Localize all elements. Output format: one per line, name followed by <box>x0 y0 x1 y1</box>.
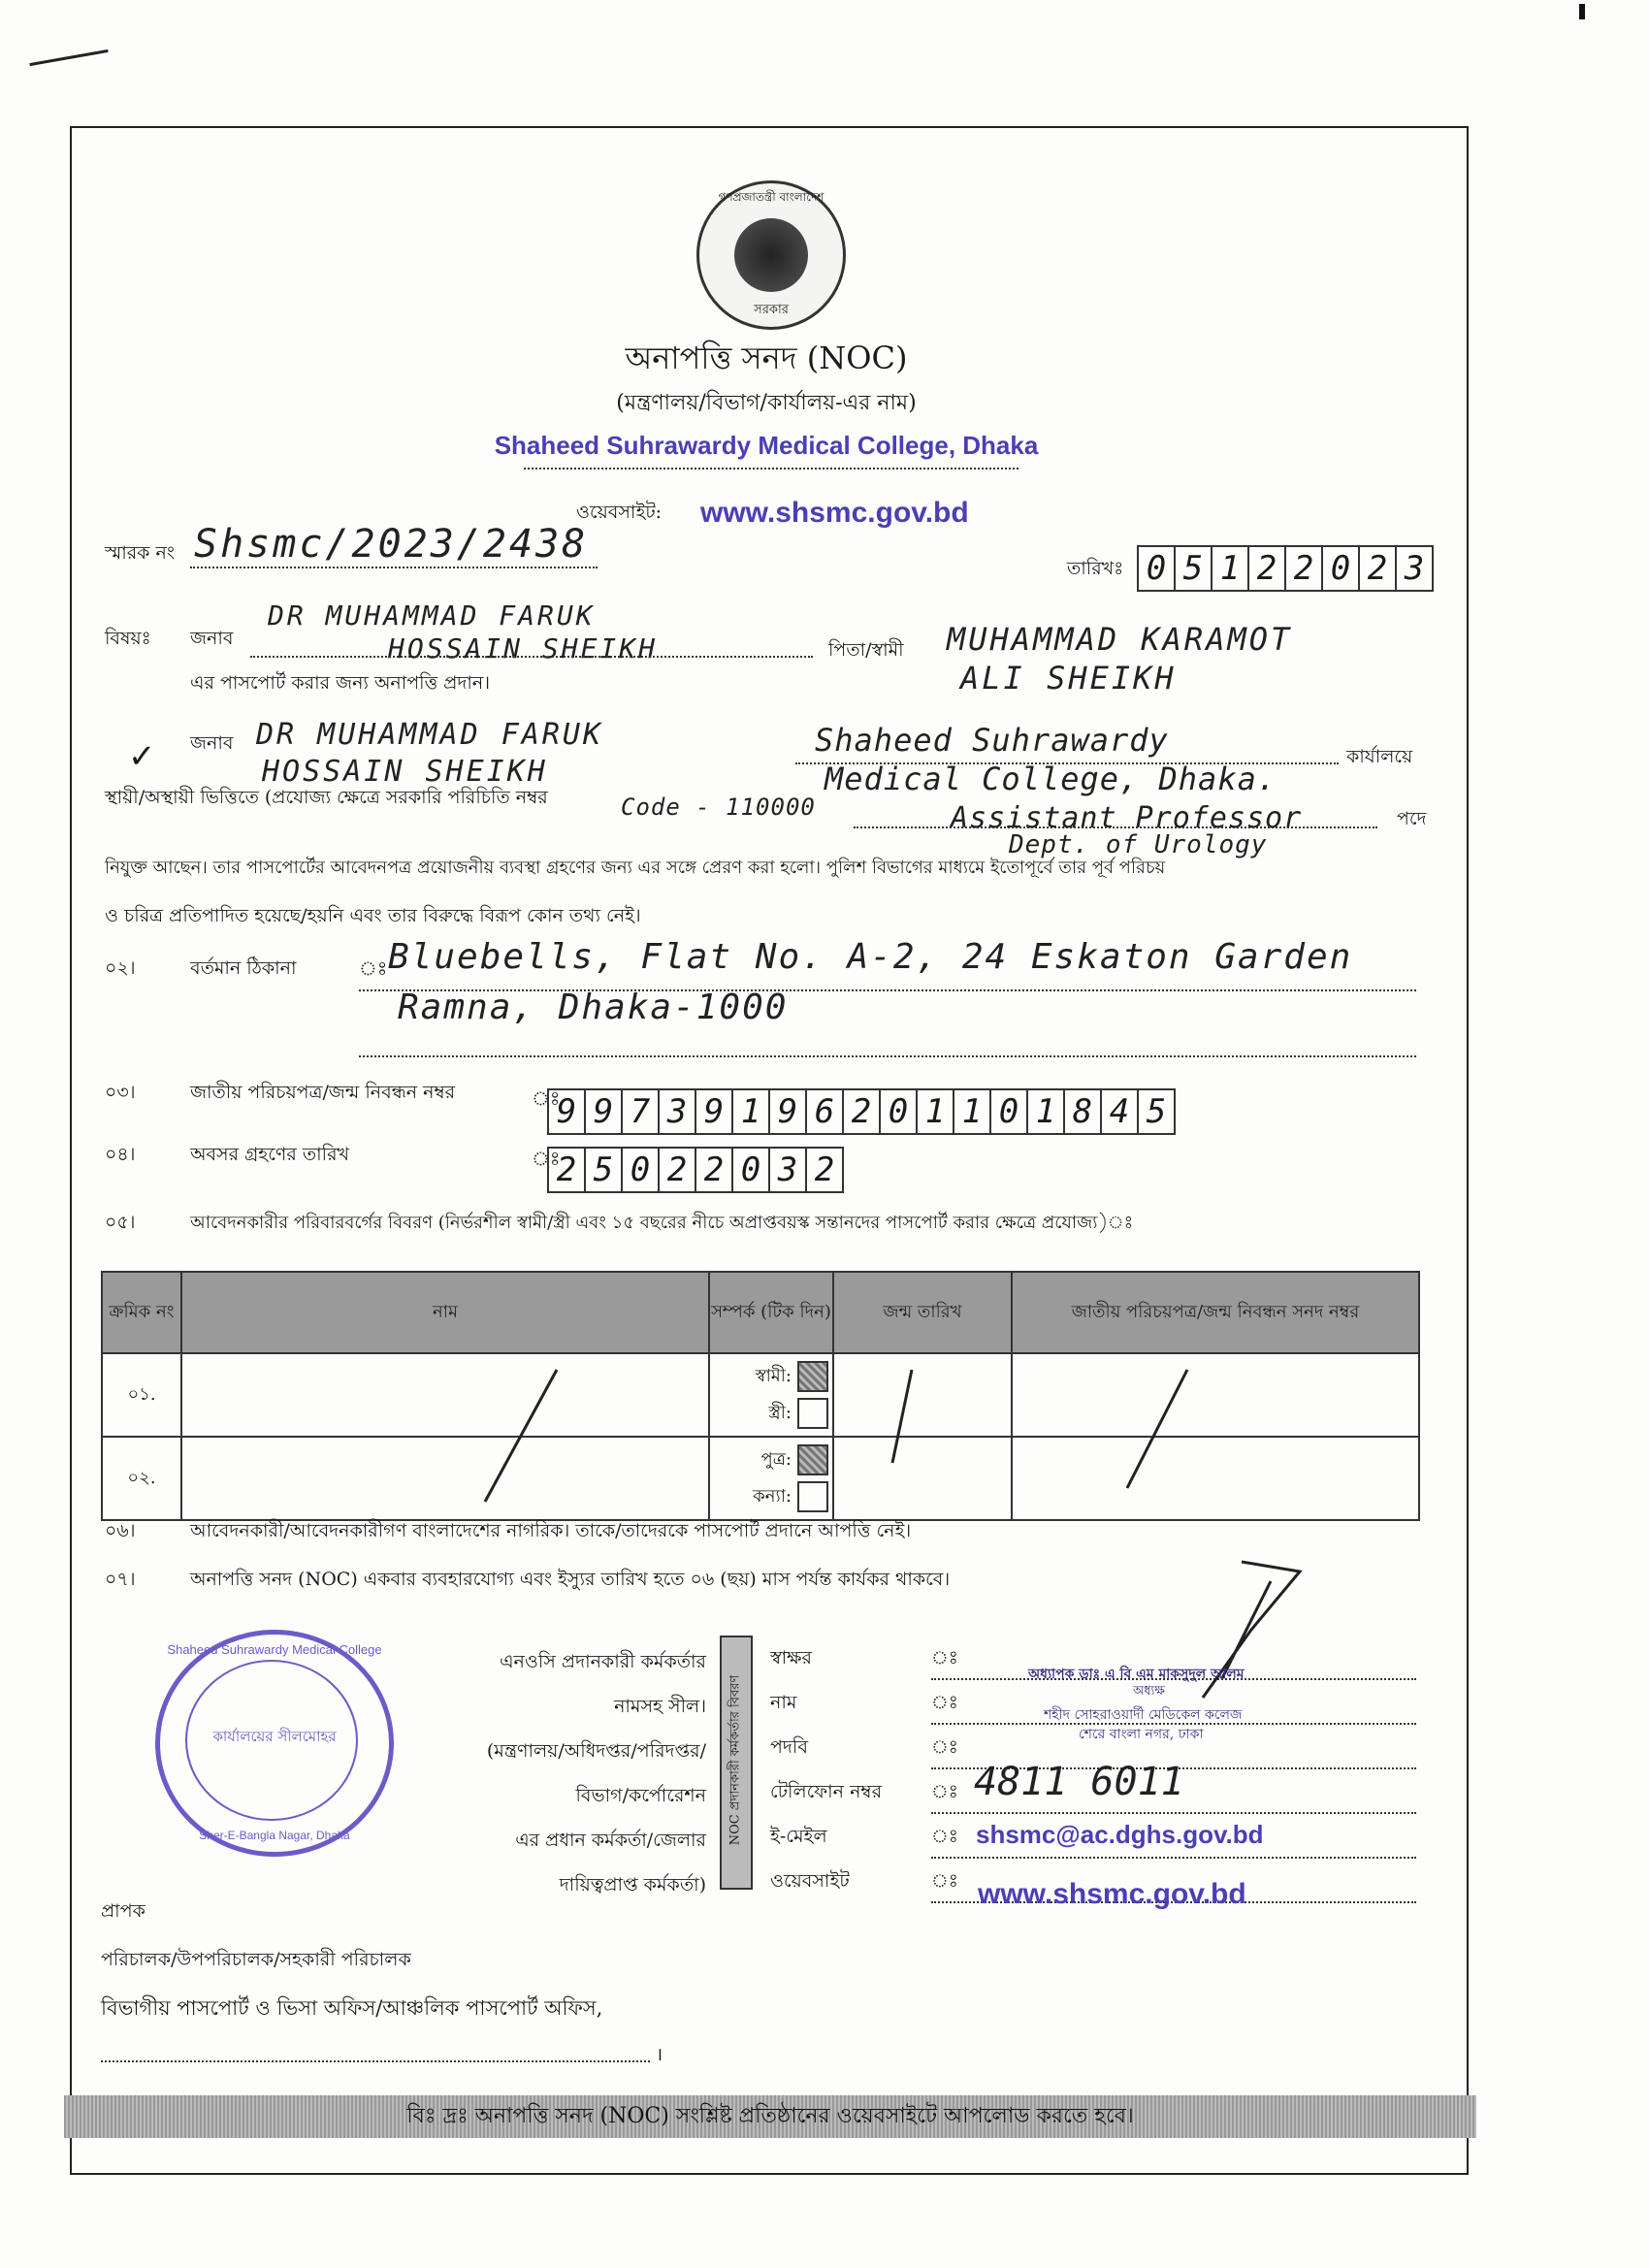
signatory-left-line: এর প্রধান কর্মকর্তা/জেলার <box>515 1830 706 1851</box>
date-digit: 3 <box>1395 545 1434 592</box>
signatory-field-label: নাম <box>770 1692 797 1713</box>
signatory-field-dotline: ঃ <box>931 1814 1416 1859</box>
office-line1: Shaheed Suhrawardy <box>815 722 1169 759</box>
recipient-line1: পরিচালক/উপপরিচালক/সহকারী পরিচালক <box>101 1949 411 1970</box>
item-06-number: ০৬। <box>105 1520 136 1541</box>
tick-mark: ✓ <box>128 737 156 776</box>
stamp-title: অধ্যক্ষ <box>1133 1684 1165 1699</box>
stamp-org: শহীদ সোহরাওয়ার্দী মেডিকেল কলেজ <box>1044 1707 1243 1723</box>
relation-daughter-label: কন্যা: <box>753 1486 792 1507</box>
designation-value: Assistant Professor <box>951 801 1303 835</box>
retire-date-digit: 3 <box>768 1147 807 1193</box>
signatory-field-label: পদবি <box>770 1736 808 1758</box>
item-05-number: ০৫। <box>105 1212 136 1233</box>
header-website: www.shsmc.gov.bd <box>700 497 969 529</box>
date-digit: 2 <box>1247 545 1286 592</box>
code-value: Code - 110000 <box>621 794 816 821</box>
retire-date-digit: 0 <box>731 1147 770 1193</box>
recipient-line3-end: । <box>656 2044 663 2065</box>
date-digit: 1 <box>1211 545 1249 592</box>
item-02-label: বর্তমান ঠিকানা <box>190 957 297 979</box>
subject-label: বিষয়ঃ <box>105 628 151 649</box>
signatory-left-block <box>407 1639 706 1907</box>
retire-date-digit: 5 <box>584 1147 623 1193</box>
memo-label: স্মারক নং <box>105 542 176 564</box>
emblem-text-top: গণপ্রজাতন্ত্রী বাংলাদেশ <box>718 190 824 204</box>
nid-digit: 9 <box>584 1088 623 1135</box>
header-serial: ক্রমিক নং <box>102 1272 181 1353</box>
signatory-field-label: টেলিফোন নম্বর <box>770 1781 883 1802</box>
relation-husband-label: স্বামী: <box>755 1366 792 1386</box>
signatory-field-dotline: ঃ <box>931 1725 1416 1769</box>
signatory-field-label: স্বাক্ষর <box>770 1647 812 1669</box>
date-digit: 2 <box>1284 545 1323 592</box>
body-janab: জনাব <box>190 732 234 754</box>
emblem-text-bottom: সরকার <box>754 303 789 317</box>
nid-digit: 9 <box>768 1088 807 1135</box>
father-line2: ALI SHEIKH <box>960 660 1177 697</box>
nid-digit: 1 <box>1026 1088 1065 1135</box>
subject-janab: জনাব <box>190 628 234 649</box>
body-paragraph-1: নিযুক্ত আছেন। তার পাসপোর্টের আবেদনপত্র প্রয়োজনীয় ব্যবস্থা গ্রহণের জন্য এর সঙ্গে প্রেরণ করা হলো। পুলিশ বিভাগের মাধ্যমে ইতোপূর্বে তার পূর্ব পরিচয় <box>105 858 1166 878</box>
subject-name-line2: HOSSAIN SHEIKH <box>388 632 659 664</box>
office-suffix: কার্যালয়ে <box>1346 746 1413 767</box>
nid-digit: 0 <box>879 1088 918 1135</box>
website-label: ওয়েবসাইট: <box>576 502 663 523</box>
seal-bottom-text: Sher-E-Bangla Nagar, Dhaka <box>199 1829 350 1842</box>
item-03-number: ০৩। <box>105 1082 136 1103</box>
signatory-left-line: দায়িত্বপ্রাপ্ত কর্মকর্তা) <box>559 1874 706 1895</box>
header-name: নাম <box>181 1272 709 1353</box>
subject-name-line1: DR MUHAMMAD FARUK <box>268 599 596 632</box>
nid-digit: 1 <box>731 1088 770 1135</box>
signatory-website: www.shsmc.gov.bd <box>978 1878 1246 1910</box>
body-name-line2: HOSSAIN SHEIKH <box>262 755 548 789</box>
nid-digit: 1 <box>916 1088 954 1135</box>
date-label: তারিখঃ <box>1067 558 1124 579</box>
body-name-line1: DR MUHAMMAD FARUK <box>256 718 604 752</box>
row-serial: ০১. <box>102 1353 181 1437</box>
signature-scribble <box>1183 1552 1339 1711</box>
signatory-field-dotline: ঃ <box>931 1859 1416 1903</box>
item-03-label: জাতীয় পরিচয়পত্র/জন্ম নিবন্ধন নম্বর <box>190 1082 456 1103</box>
phone-value: 4811 6011 <box>974 1760 1184 1804</box>
dept-value: Dept. of Urology <box>1009 830 1268 859</box>
nid-digit: 3 <box>658 1088 696 1135</box>
signatory-field-dotline: ঃ <box>931 1769 1416 1814</box>
header-relation: সম্পর্ক (টিক দিন) <box>709 1272 833 1353</box>
nid-digit: 6 <box>805 1088 844 1135</box>
nid-digit: 0 <box>989 1088 1028 1135</box>
signatory-left-line: বিভাগ/কর্পোরেশন <box>575 1785 706 1806</box>
nid-digit: 2 <box>842 1088 881 1135</box>
nid-digit: 1 <box>953 1088 991 1135</box>
permanent-text: স্থায়ী/অস্থায়ী ভিত্তিতে (প্রযোজ্য ক্ষেত্রে সরকারি পরিচিতি নম্বর <box>105 787 548 808</box>
nid-digit: 7 <box>621 1088 660 1135</box>
item-06-text: আবেদনকারী/আবেদনকারীগণ বাংলাদেশের নাগরিক। তাকে/তাদেরকে পাসপোর্ট প্রদানে আপত্তি নেই। <box>190 1520 912 1541</box>
item-04-number: ০৪। <box>105 1144 136 1165</box>
institution-name: Shaheed Suhrawardy Medical College, Dhaka <box>494 431 1039 460</box>
signatory-left-line: (মন্ত্রণালয়/অধিদপ্তর/পরিদপ্তর/ <box>486 1740 706 1762</box>
office-line2: Medical College, Dhaka. <box>824 761 1277 797</box>
father-line1: MUHAMMAD KARAMOT <box>947 621 1293 658</box>
item-04-label: অবসর গ্রহণের তারিখ <box>190 1144 350 1165</box>
recipient-line3 <box>101 2060 650 2062</box>
relation-wife-label: স্ত্রী: <box>768 1403 792 1423</box>
stamp-place: শেরে বাংলা নগর, ঢাকা <box>1079 1727 1204 1742</box>
recipient-label: প্রাপক <box>101 1900 146 1922</box>
nid-digit: 5 <box>1137 1088 1176 1135</box>
retire-date-digit: 2 <box>805 1147 844 1193</box>
header-dob: জন্ম তারিখ <box>833 1272 1012 1353</box>
strike-nid <box>1127 1370 1187 1488</box>
date-digit: 5 <box>1174 545 1212 592</box>
address-line1: Bluebells, Flat No. A-2, 24 Eskaton Garden <box>388 937 1353 977</box>
retire-date-digit: 2 <box>658 1147 696 1193</box>
signatory-left-line: নামসহ সীল। <box>614 1696 706 1717</box>
nid-digit: 4 <box>1100 1088 1139 1135</box>
signatory-field-label: ওয়েবসাইট <box>770 1870 850 1892</box>
signatory-left-line: এনওসি প্রদানকারী কর্মকর্তার <box>500 1651 706 1672</box>
recipient-line2: বিভাগীয় পাসপোর্ট ও ভিসা অফিস/আঞ্চলিক পাসপোর্ট অফিস, <box>101 1996 603 2020</box>
nid-digit: 8 <box>1063 1088 1102 1135</box>
seal-center-text: কার্যালয়ের সীলমোহর <box>212 1728 337 1745</box>
strike-dob <box>892 1370 912 1463</box>
signatory-field-label: ই-মেইল <box>770 1826 827 1847</box>
email-value: shsmc@ac.dghs.gov.bd <box>976 1820 1264 1849</box>
item-07-text: অনাপত্তি সনদ (NOC) একবার ব্যবহারযোগ্য এবং ইস্যুর তারিখ হতে ০৬ (ছয়) মাস পর্যন্ত কার্যকর থাকবে। <box>190 1569 951 1590</box>
strike-name <box>485 1370 557 1502</box>
address-line2: Ramna, Dhaka-1000 <box>398 988 789 1027</box>
signatory-vertical-label: NOC প্রদানকারী কর্মকর্তার বিবরণ <box>720 1636 753 1890</box>
stamp-name: অধ্যাপক ডাঃ এ বি এম মাকসুদুল আলম <box>1028 1667 1245 1682</box>
item-05-label: আবেদনকারীর পরিবারবর্গের বিবরণ (নির্ভরশীল স্বামী/স্ত্রী এবং ১৫ বছরের নীচে অপ্রাপ্তবয়স্ক সন্তানদের পাসপোর্ট করার ক্ষেত্রে প্রযোজ্য)ঃ <box>190 1213 1134 1233</box>
body-paragraph-2: ও চরিত্র প্রতিপাদিত হয়েছে/হয়নি এবং তার বিরুদ্ধে বিরূপ কোন তথ্য নেই। <box>105 905 641 926</box>
retire-date-digit: 2 <box>547 1147 586 1193</box>
nid-digit: 9 <box>547 1088 586 1135</box>
memo-number: Shsmc/2023/2438 <box>194 522 589 567</box>
signatory-field-labels <box>770 1636 882 1903</box>
page-subtitle: (মন্ত্রণালয়/বিভাগ/কার্যালয়-এর নাম) <box>616 391 917 415</box>
father-label: পিতা/স্বামী <box>828 639 904 661</box>
office-seal <box>155 1630 394 1857</box>
seal-ring-text: Shaheed Suhrawardy Medical College <box>167 1642 382 1657</box>
item-07-number: ০৭। <box>105 1569 136 1590</box>
post-suffix: পদে <box>1397 808 1427 829</box>
date-digit: 2 <box>1358 545 1397 592</box>
signatory-field-dotline: ঃ <box>931 1636 1416 1680</box>
relation-son-label: পুত্র: <box>760 1449 792 1470</box>
subject-purpose: এর পাসপোর্ট করার জন্য অনাপত্তি প্রদান। <box>190 672 491 694</box>
signatory-field-dotline: ঃ <box>931 1680 1416 1725</box>
nid-digit: 9 <box>695 1088 733 1135</box>
date-digit: 0 <box>1137 545 1176 592</box>
footer-note: বিঃ দ্রঃ অনাপত্তি সনদ (NOC) সংশ্লিষ্ট প্রতিষ্ঠানের ওয়েবসাইটে আপলোড করতে হবে। <box>64 2095 1476 2138</box>
retire-date-digit: 2 <box>695 1147 733 1193</box>
item-02-number: ০২। <box>105 957 136 979</box>
page-title: অনাপত্তি সনদ (NOC) <box>625 340 908 376</box>
row-serial: ০২. <box>102 1437 181 1520</box>
date-digit: 0 <box>1321 545 1360 592</box>
header-nid: জাতীয় পরিচয়পত্র/জন্ম নিবন্ধন সনদ নম্বর <box>1012 1272 1419 1353</box>
retire-date-digit: 0 <box>621 1147 660 1193</box>
